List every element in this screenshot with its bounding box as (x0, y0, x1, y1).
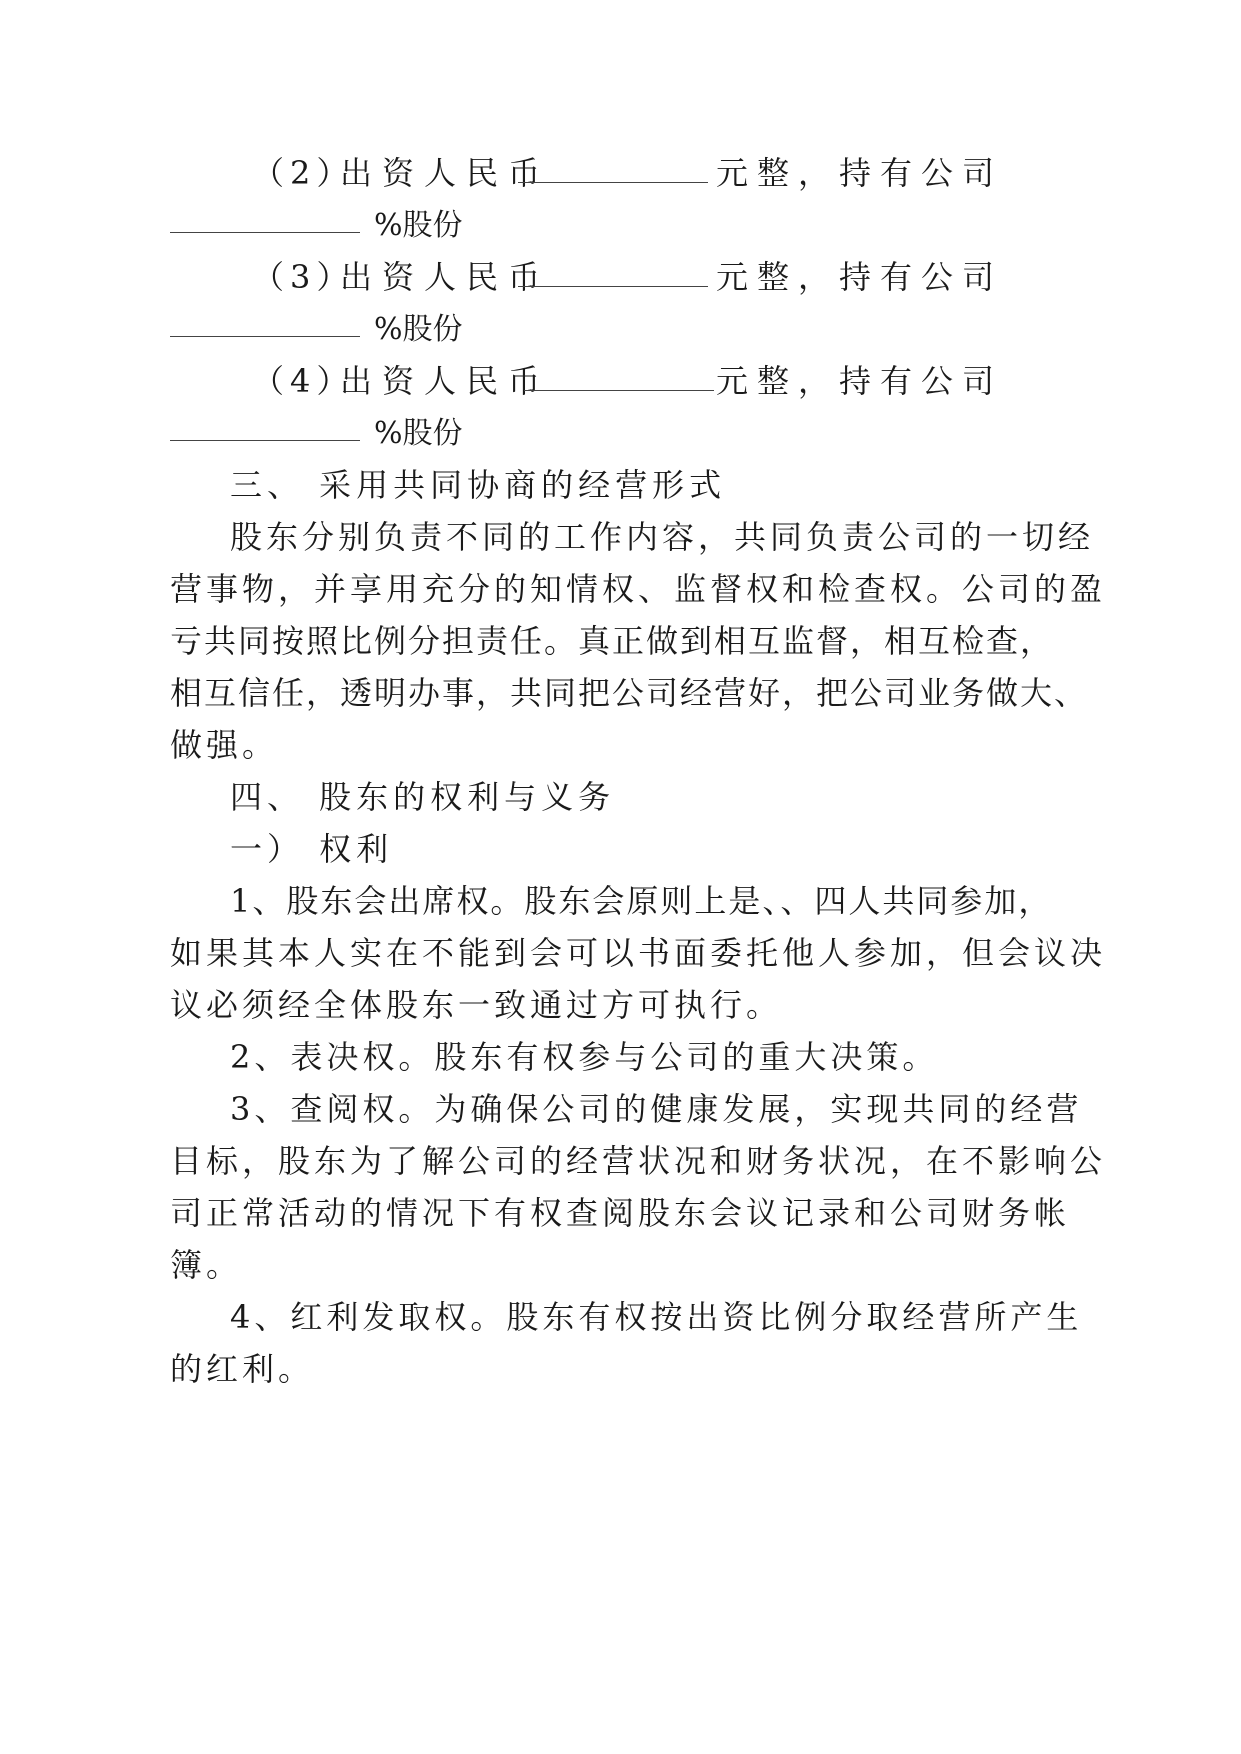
paragraph-line: 的红利。 (170, 1350, 315, 1388)
paragraph-line: 股东分别负责不同的工作内容，共同负责公司的一切经 (230, 518, 1095, 556)
paragraph-line: 如果其本人实在不能到会可以书面委托他人参加，但会议决 (170, 934, 1107, 972)
paragraph-line: 3、查阅权。为确保公司的健康发展，实现共同的经营 (230, 1090, 1083, 1128)
share-suffix: %股份 (374, 208, 463, 243)
amount-blank (524, 360, 714, 391)
paragraph-line: 营事物，并享用充分的知情权、监督权和检查权。公司的盈 (170, 570, 1107, 608)
paragraph-line: 簿。 (170, 1246, 243, 1284)
share-blank (170, 410, 360, 441)
contribution-number: （2） (252, 154, 355, 192)
contribution-unit: 元整，持有公司 (716, 362, 1004, 400)
contribution-text: 出资人民币 (340, 362, 551, 400)
share-suffix: %股份 (374, 416, 463, 451)
paragraph-line: 2、表决权。股东有权参与公司的重大决策。 (230, 1038, 939, 1076)
paragraph-line: 相互信任，透明办事，共同把公司经营好，把公司业务做大、 (170, 674, 1089, 712)
amount-blank (518, 256, 708, 287)
contribution-number: （3） (252, 258, 355, 296)
contribution-unit: 元整，持有公司 (716, 154, 1004, 192)
paragraph-line: 4、红利发取权。股东有权按出资比例分取经营所产生 (230, 1298, 1083, 1336)
paragraph-line: 1、股东会出席权。股东会原则上是、、四人共同参加， (230, 882, 1053, 920)
share-suffix: %股份 (374, 312, 463, 347)
paragraph-line: 司正常活动的情况下有权查阅股东会议记录和公司财务帐 (170, 1194, 1071, 1232)
section-heading: 三、 采用共同协商的经营形式 (230, 466, 727, 504)
paragraph-line: 亏共同按照比例分担责任。真正做到相互监督，相互检查， (170, 622, 1055, 660)
section-heading: 四、 股东的权利与义务 (230, 778, 616, 816)
share-blank (170, 202, 360, 233)
paragraph-line: 做强。 (170, 726, 279, 764)
contribution-number: （4） (252, 362, 355, 400)
contribution-text: 出资人民币 (340, 154, 551, 192)
amount-blank (518, 152, 708, 183)
paragraph-line: 议必须经全体股东一致通过方可执行。 (170, 986, 783, 1024)
share-blank (170, 306, 360, 337)
contribution-text: 出资人民币 (340, 258, 551, 296)
paragraph-line: 目标，股东为了解公司的经营状况和财务状况，在不影响公 (170, 1142, 1107, 1180)
subsection-heading: 一） 权利 (230, 830, 394, 868)
contribution-unit: 元整，持有公司 (716, 258, 1004, 296)
